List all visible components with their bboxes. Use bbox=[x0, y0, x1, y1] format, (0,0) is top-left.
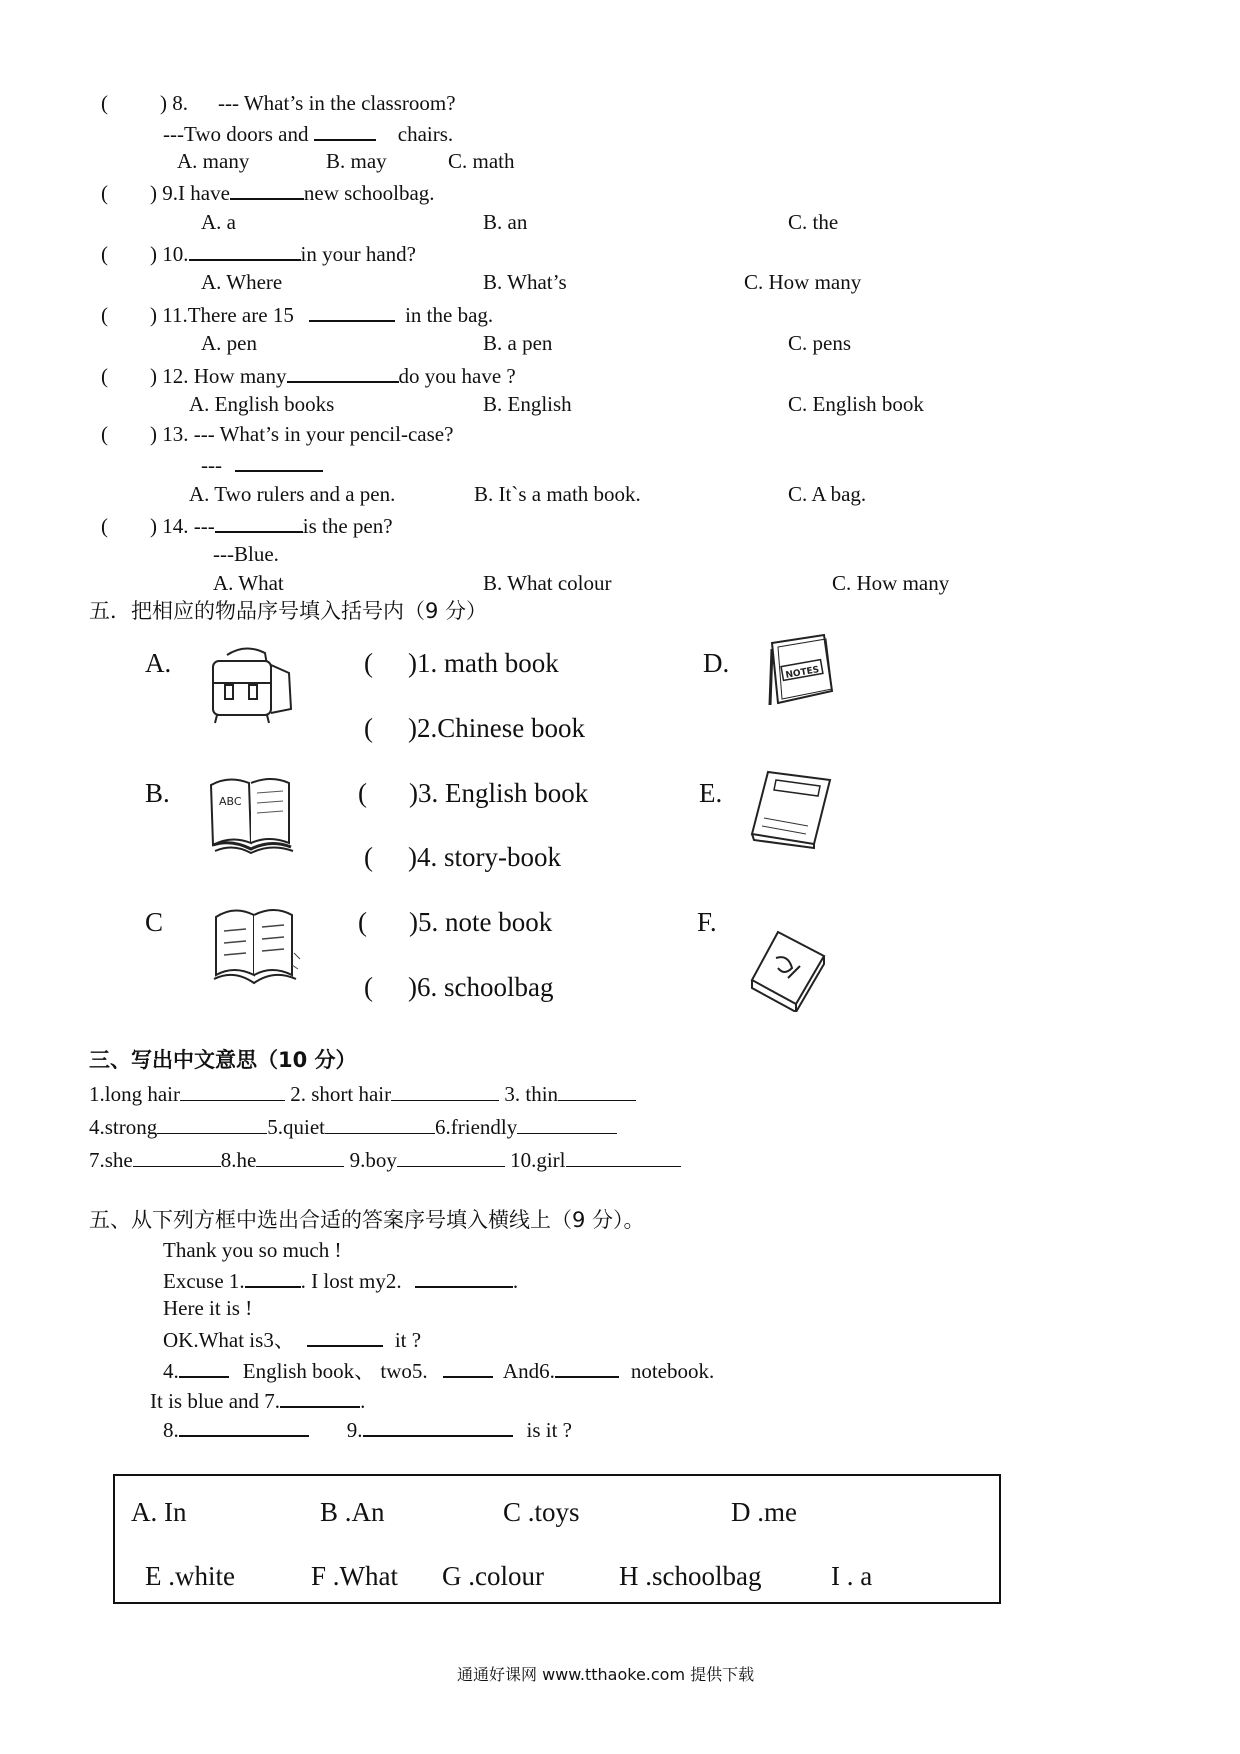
q11-option-b[interactable]: B. a pen bbox=[483, 331, 553, 355]
q13-option-a[interactable]: A. Two rulers and a pen. bbox=[189, 482, 396, 506]
q12-option-c[interactable]: C. English book bbox=[788, 392, 924, 416]
meaning-row-1: 1.long hair 2. short hair 3. thin bbox=[89, 1083, 636, 1105]
answer-blank[interactable] bbox=[325, 1116, 435, 1134]
option-d[interactable]: D .me bbox=[731, 1497, 797, 1527]
option-a[interactable]: A. In bbox=[131, 1497, 187, 1527]
answer-blank[interactable] bbox=[180, 1083, 285, 1101]
q8-paren: ( ) 8. bbox=[101, 91, 188, 115]
dialog-line-4: OK.What is3、 it ? bbox=[163, 1328, 422, 1352]
answer-blank[interactable] bbox=[189, 242, 301, 261]
answer-blank[interactable] bbox=[391, 1083, 499, 1101]
match-letter-d: D. bbox=[703, 648, 730, 678]
chinese-book-icon bbox=[748, 928, 828, 1012]
match-letter-a: A. bbox=[145, 648, 172, 678]
match-heading: 五．把相应的物品序号填入括号内（9 分） bbox=[89, 599, 488, 623]
answer-blank[interactable] bbox=[415, 1269, 513, 1288]
q12-option-b[interactable]: B. English bbox=[483, 392, 572, 416]
option-i[interactable]: I . a bbox=[831, 1561, 873, 1591]
q12-option-a[interactable]: A. English books bbox=[189, 392, 335, 416]
dialog-line-3: Here it is ! bbox=[163, 1296, 253, 1320]
q9-stem: ( ) 9.I have new schoolbag. bbox=[101, 181, 435, 205]
schoolbag-icon bbox=[205, 643, 295, 725]
match-item-1[interactable]: ( )1. math book bbox=[364, 648, 559, 678]
answer-blank[interactable] bbox=[517, 1116, 617, 1134]
dialog-line-1: Thank you so much ! bbox=[163, 1238, 342, 1262]
meaning-row-2: 4.strong 5.quiet 6.friendly bbox=[89, 1116, 617, 1138]
q9-option-b[interactable]: B. an bbox=[483, 210, 528, 234]
answer-blank[interactable] bbox=[307, 1328, 383, 1347]
q14-stem: ( ) 14. --- is the pen? bbox=[101, 514, 393, 538]
q8-option-a[interactable]: A. many bbox=[177, 149, 250, 173]
answer-blank[interactable] bbox=[309, 303, 395, 322]
answer-blank[interactable] bbox=[133, 1149, 221, 1167]
q13-stem: ( ) 13. --- What’s in your pencil-case? bbox=[101, 422, 454, 446]
answer-blank[interactable] bbox=[215, 514, 303, 533]
q14-option-c[interactable]: C. How many bbox=[832, 571, 950, 595]
page-footer: 通通好课网 www.tthaoke.com 提供下载 bbox=[457, 1665, 755, 1684]
match-item-4[interactable]: ( )4. story-book bbox=[364, 842, 561, 872]
answer-blank[interactable] bbox=[287, 364, 399, 383]
option-e[interactable]: E .white bbox=[145, 1561, 235, 1591]
match-item-2[interactable]: ( )2.Chinese book bbox=[364, 713, 585, 743]
dialog-line-7: 8. 9. is it ? bbox=[163, 1418, 572, 1442]
option-h[interactable]: H .schoolbag bbox=[619, 1561, 762, 1591]
q10-option-b[interactable]: B. What’s bbox=[483, 270, 567, 294]
q14-option-b[interactable]: B. What colour bbox=[483, 571, 612, 595]
svg-text:NOTES: NOTES bbox=[784, 665, 821, 681]
q13-option-b[interactable]: B. It`s a math book. bbox=[474, 482, 641, 506]
answer-blank[interactable] bbox=[230, 181, 304, 200]
answer-blank[interactable] bbox=[157, 1116, 267, 1134]
answer-blank[interactable] bbox=[566, 1149, 681, 1167]
q13-option-c[interactable]: C. A bag. bbox=[788, 482, 867, 506]
q8-option-b[interactable]: B. may bbox=[326, 149, 387, 173]
match-letter-b: B. bbox=[145, 778, 170, 808]
open-book-icon bbox=[205, 773, 297, 857]
q11-stem: ( ) 11.There are 15 in the bag. bbox=[101, 303, 494, 327]
option-f[interactable]: F .What bbox=[311, 1561, 398, 1591]
match-letter-e: E. bbox=[699, 778, 723, 808]
svg-text:ABC: ABC bbox=[219, 795, 242, 808]
meaning-row-3: 7.she 8.he 9.boy 10.girl bbox=[89, 1149, 681, 1171]
answer-blank[interactable] bbox=[179, 1359, 229, 1378]
notebook-icon bbox=[768, 633, 838, 709]
answer-blank[interactable] bbox=[397, 1149, 505, 1167]
q11-option-a[interactable]: A. pen bbox=[201, 331, 257, 355]
match-item-5[interactable]: ( )5. note book bbox=[358, 907, 553, 937]
q9-option-c[interactable]: C. the bbox=[788, 210, 839, 234]
answer-blank[interactable] bbox=[363, 1418, 513, 1437]
q12-stem: ( ) 12. How many do you have ? bbox=[101, 364, 516, 388]
q14-option-a[interactable]: A. What bbox=[213, 571, 284, 595]
q14-answer: ---Blue. bbox=[213, 542, 279, 566]
dialog-heading: 五、从下列方框中选出合适的答案序号填入横线上（9 分）。 bbox=[89, 1208, 645, 1232]
option-g[interactable]: G .colour bbox=[442, 1561, 544, 1591]
answer-blank[interactable] bbox=[555, 1359, 619, 1378]
option-c[interactable]: C .toys bbox=[503, 1497, 580, 1527]
q10-stem: ( ) 10. in your hand? bbox=[101, 242, 416, 266]
q13-answer-line: --- bbox=[201, 453, 323, 476]
answer-blank[interactable] bbox=[558, 1083, 636, 1101]
answer-blank[interactable] bbox=[256, 1149, 344, 1167]
answer-blank[interactable] bbox=[443, 1359, 493, 1378]
match-letter-f: F. bbox=[697, 907, 717, 937]
q8-stem: --- What’s in the classroom? bbox=[218, 91, 456, 115]
answer-blank[interactable] bbox=[235, 453, 323, 472]
option-b[interactable]: B .An bbox=[320, 1497, 385, 1527]
q11-option-c[interactable]: C. pens bbox=[788, 331, 851, 355]
meaning-heading: 三、写出中文意思（10 分） bbox=[89, 1048, 357, 1072]
q10-option-c[interactable]: C. How many bbox=[744, 270, 862, 294]
answer-blank[interactable] bbox=[179, 1418, 309, 1437]
match-item-3[interactable]: ( )3. English book bbox=[358, 778, 589, 808]
answer-blank[interactable] bbox=[314, 122, 376, 141]
story-book-icon bbox=[748, 768, 834, 850]
q9-option-a[interactable]: A. a bbox=[201, 210, 236, 234]
q8-option-c[interactable]: C. math bbox=[448, 149, 515, 173]
dialog-line-5: 4. English book、 two5. And6. notebook. bbox=[163, 1359, 715, 1383]
dialog-line-2: Excuse 1. . I lost my2. . bbox=[163, 1269, 519, 1293]
match-letter-c: C bbox=[145, 907, 164, 937]
answer-blank[interactable] bbox=[245, 1269, 301, 1288]
answer-blank[interactable] bbox=[280, 1389, 360, 1408]
open-book-icon bbox=[208, 903, 304, 993]
q10-option-a[interactable]: A. Where bbox=[201, 270, 283, 294]
match-item-6[interactable]: ( )6. schoolbag bbox=[364, 972, 554, 1002]
dialog-line-6: It is blue and 7. . bbox=[150, 1389, 366, 1413]
q8-line2: ---Two doors and chairs. bbox=[163, 122, 454, 146]
